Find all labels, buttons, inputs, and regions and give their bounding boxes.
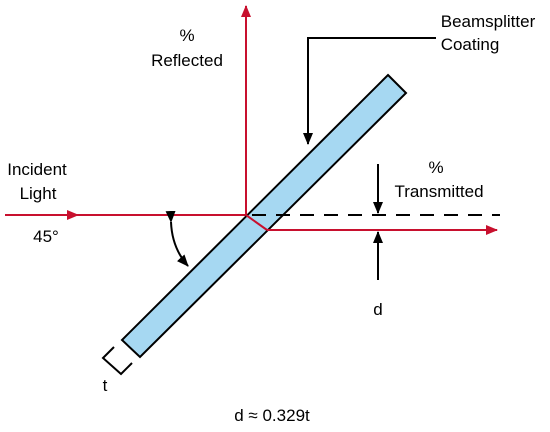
- transmitted-label: Transmitted: [394, 182, 484, 201]
- thickness-bracket: [103, 347, 132, 374]
- angle-label: 45°: [33, 227, 59, 246]
- incident-label-line1: Incident: [7, 160, 67, 179]
- coating-label-line1: Beamsplitter: [440, 12, 536, 31]
- reflected-label: Reflected: [151, 51, 223, 70]
- offset-label: d: [373, 300, 383, 319]
- coating-label-line2: Coating: [440, 35, 500, 54]
- reflected-percent-label: %: [179, 26, 195, 45]
- angle-arc: [171, 222, 188, 266]
- incident-label-line2: Light: [19, 184, 57, 203]
- transmitted-percent-label: %: [428, 158, 444, 177]
- thickness-label: t: [102, 376, 108, 395]
- formula-label: d ≈ 0.329t: [234, 406, 310, 425]
